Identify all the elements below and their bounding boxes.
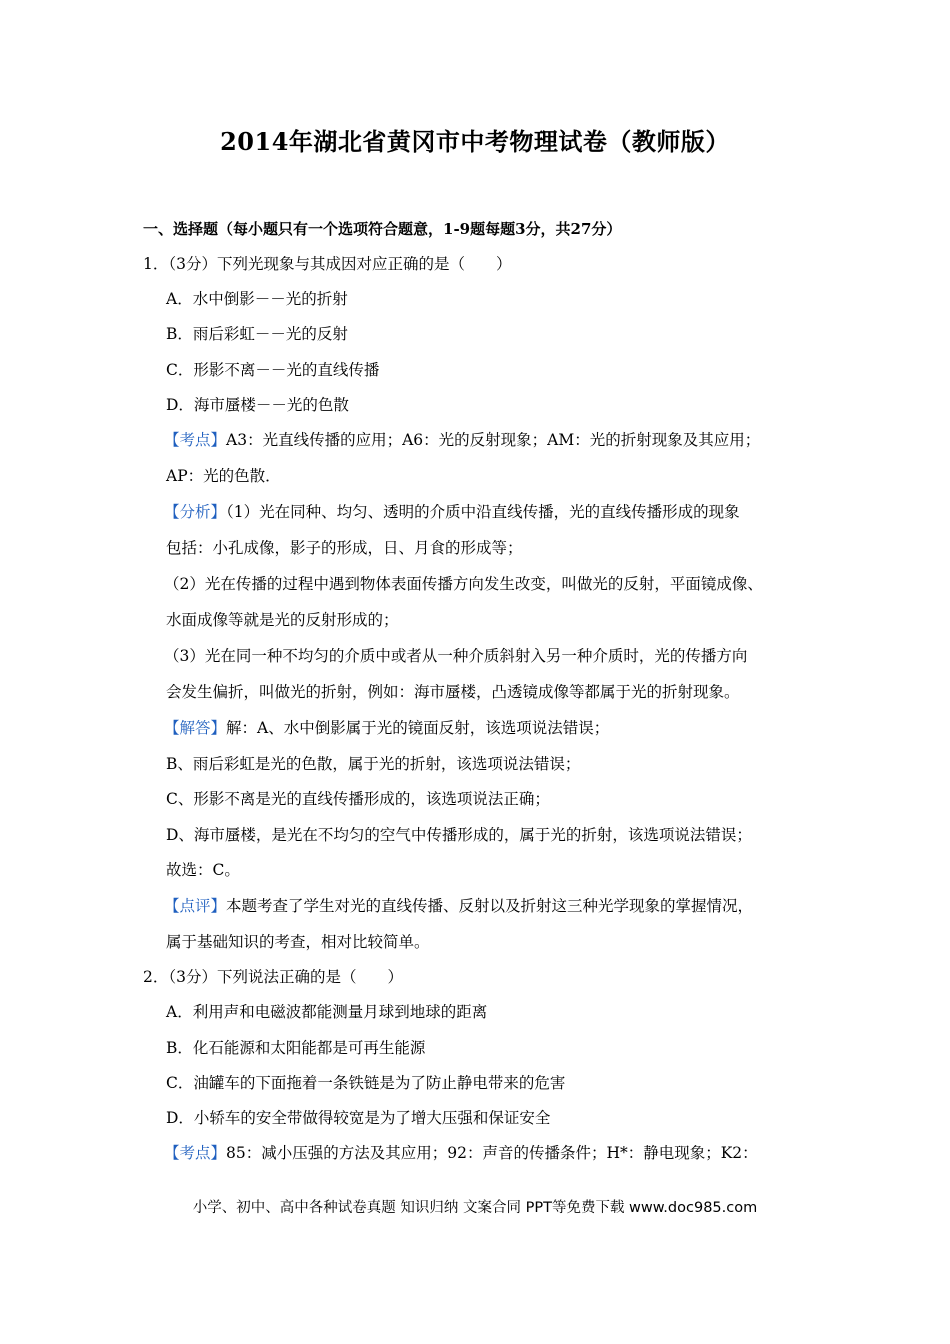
q1-kaodian-line-2: AP：光的色散．: [166, 467, 281, 485]
kaodian-text: A3：光直线传播的应用；A6：光的反射现象；AM：光的折射现象及其应用；: [226, 431, 761, 449]
kaodian-tag: 【考点】: [164, 1144, 227, 1162]
question-2-option-a: A．利用声和电磁波都能测量月球到地球的距离: [166, 1003, 488, 1021]
q1-fenxi-line-2: 包括：小孔成像，影子的形成，日、月食的形成等；: [166, 539, 523, 557]
kaodian-tag: 【考点】: [164, 431, 227, 449]
question-1-option-b: B．雨后彩虹－－光的反射: [166, 325, 348, 343]
q1-jieda-line-1: [164, 718, 609, 738]
q1-fenxi-line-1: [164, 502, 740, 522]
page-title: 2014年湖北省黄冈市中考物理试卷（教师版）: [220, 127, 730, 156]
q2-kaodian-line-1: [164, 1143, 758, 1163]
jieda-tag: 【解答】: [164, 719, 227, 737]
q1-fenxi-line-5: （3）光在同一种不均匀的介质中或者从一种介质斜射入另一种介质时，光的传播方向: [164, 647, 748, 665]
dianping-text: 本题考查了学生对光的直线传播、反射以及折射这三种光学现象的掌握情况，: [226, 897, 754, 915]
q1-fenxi-line-6: 会发生偏折，叫做光的折射，例如：海市蜃楼，凸透镜成像等都属于光的折射现象。: [166, 683, 740, 701]
question-2-option-d: D．小轿车的安全带做得较宽是为了增大压强和保证安全: [166, 1109, 551, 1127]
q1-jieda-line-4: D、海市蜃楼，是光在不均匀的空气中传播形成的，属于光的折射，该选项说法错误；: [166, 826, 752, 844]
q1-fenxi-line-4: 水面成像等就是光的反射形成的；: [166, 611, 399, 629]
dianping-tag: 【点评】: [164, 897, 227, 915]
question-1-option-c: C．形影不离－－光的直线传播: [166, 361, 380, 379]
question-1-stem: 1．（3分）下列光现象与其成因对应正确的是（ ）: [143, 255, 512, 273]
kaodian-text: 85：减小压强的方法及其应用；92：声音的传播条件；H*：静电现象；K2：: [226, 1144, 758, 1162]
q1-dianping-line-2: 属于基础知识的考查，相对比较简单。: [166, 933, 430, 951]
section-heading: 一、选择题（每小题只有一个选项符合题意，1-9题每题3分，共27分）: [143, 220, 622, 238]
question-1-option-d: D．海市蜃楼－－光的色散: [166, 396, 349, 414]
question-2-stem: 2．（3分）下列说法正确的是（ ）: [143, 968, 403, 986]
q1-fenxi-line-3: （2）光在传播的过程中遇到物体表面传播方向发生改变，叫做光的反射，平面镜成像、: [164, 575, 763, 593]
fenxi-tag: 【分析】: [164, 503, 227, 521]
q1-kaodian-line-1: [164, 430, 760, 450]
page-footer: 小学、初中、高中各种试卷真题 知识归纳 文案合同 PPT等免费下载 www.doc985.com: [192, 1200, 758, 1216]
question-2-option-c: C．油罐车的下面拖着一条铁链是为了防止静电带来的危害: [166, 1074, 566, 1092]
jieda-text: 解：A、水中倒影属于光的镜面反射，该选项说法错误；: [226, 719, 610, 737]
question-2-option-b: B．化石能源和太阳能都是可再生能源: [166, 1039, 426, 1057]
q1-jieda-line-3: C、形影不离是光的直线传播形成的，该选项说法正确；: [166, 790, 550, 808]
q1-dianping-line-1: [164, 896, 753, 916]
q1-jieda-line-5: 故选：C。: [166, 861, 240, 879]
fenxi-text: （1）光在同种、均匀、透明的介质中沿直线传播，光的直线传播形成的现象: [226, 503, 740, 521]
q1-jieda-line-2: B、雨后彩虹是光的色散，属于光的折射，该选项说法错误；: [166, 755, 581, 773]
question-1-option-a: A．水中倒影－－光的折射: [166, 290, 348, 308]
